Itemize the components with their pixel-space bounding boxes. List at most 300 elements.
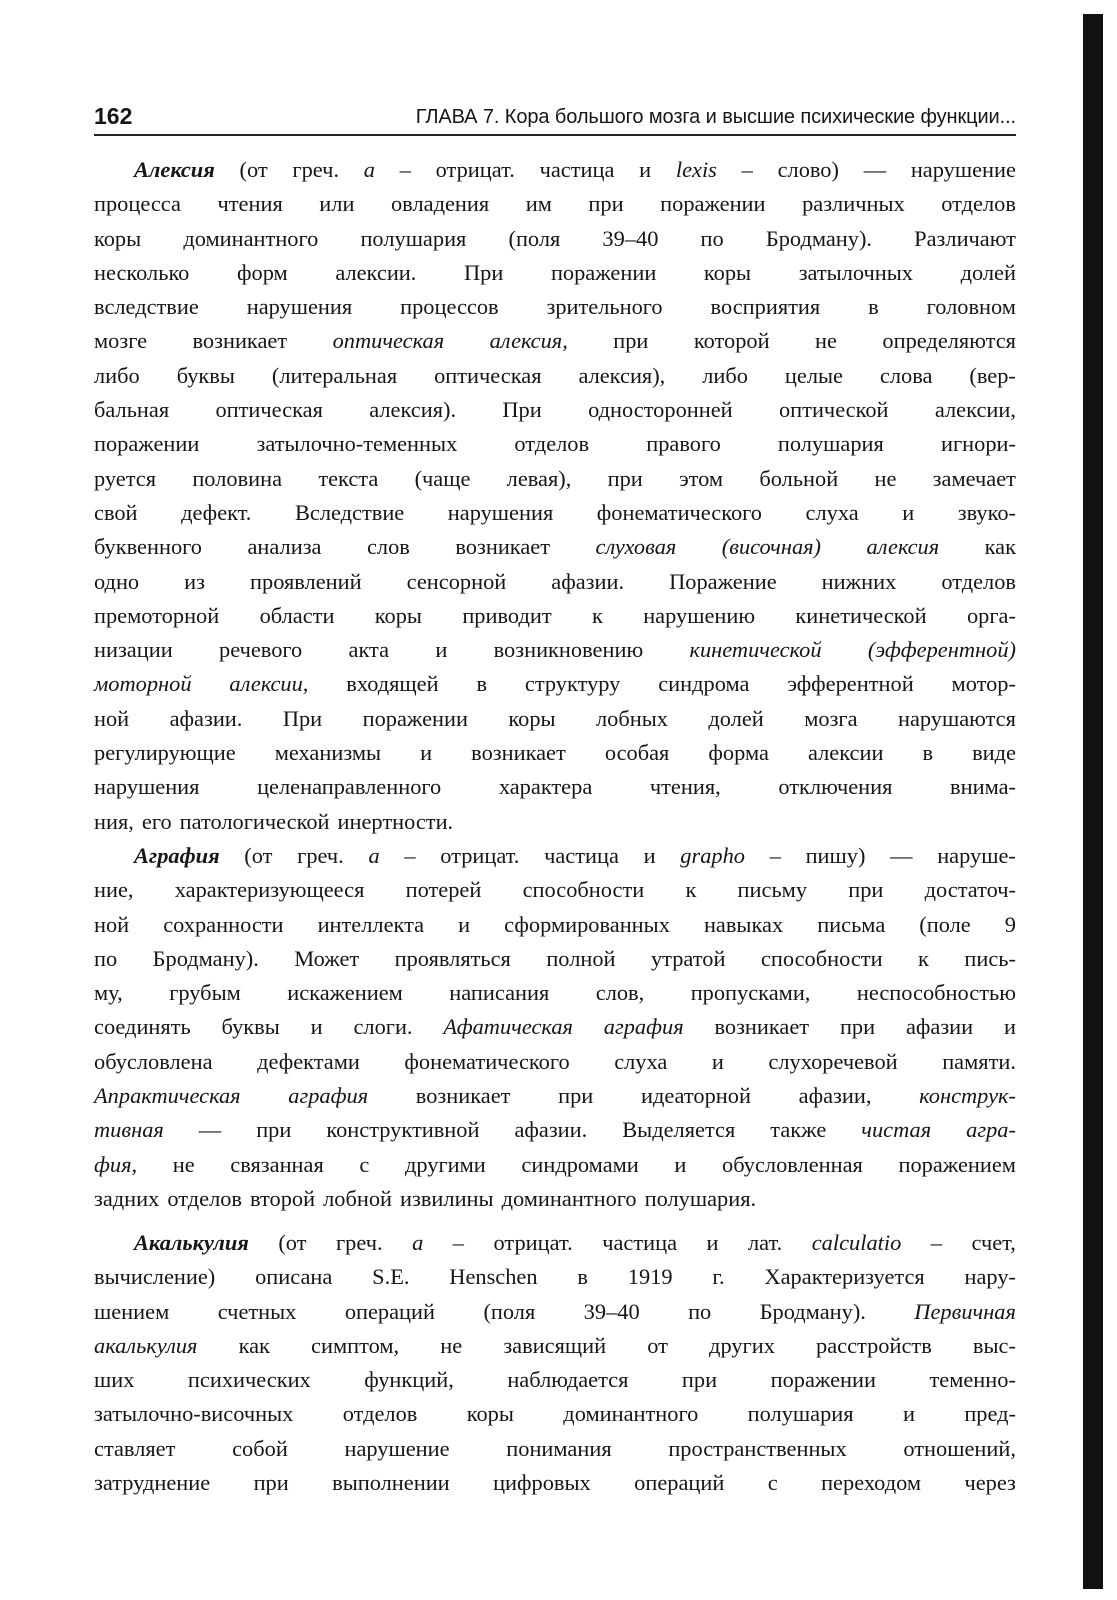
word: при (253, 1469, 289, 1495)
word: премоторной (94, 602, 220, 628)
text-line (94, 153, 1016, 187)
word: нарушения (447, 499, 554, 525)
word: низации (94, 637, 173, 663)
word: не (874, 465, 897, 491)
word: этом (679, 465, 724, 491)
word: входящей (346, 671, 439, 697)
word: наблюдается (507, 1367, 629, 1393)
word: в (868, 294, 879, 320)
word: потерей (405, 877, 482, 903)
italic-word: Первичная (914, 1298, 1016, 1324)
word: механизмы (274, 740, 382, 766)
word: характеризующееся (174, 877, 365, 903)
word: и (458, 911, 471, 937)
word: – (399, 157, 411, 182)
word: Henschen (449, 1264, 538, 1290)
word: афазии, (798, 1083, 872, 1109)
word: регулирующие (94, 740, 236, 766)
word: от (647, 1332, 668, 1358)
word: поражении (770, 1367, 876, 1393)
word: чтения (217, 191, 283, 217)
word: второй (250, 1185, 316, 1211)
word: алексия). (369, 397, 457, 423)
text-line (94, 908, 1016, 942)
word: оптическая (215, 397, 323, 423)
word: к (918, 945, 929, 971)
word: целенаправленного (257, 774, 442, 800)
word: другими (404, 1151, 486, 1177)
page-number: 162 (94, 103, 133, 129)
word: — (198, 1117, 222, 1143)
word: полушария (747, 1401, 854, 1427)
text-line (94, 1329, 1016, 1363)
word: поражении (362, 705, 468, 731)
running-title: ГЛАВА 7. Кора большого мозга и высшие психические функции... (415, 106, 1016, 128)
text-line (94, 1397, 1016, 1431)
word: различных (802, 191, 905, 217)
italic-word: Апрактическая (94, 1083, 241, 1109)
text-line (94, 1113, 1016, 1147)
italic-word: аграфия (603, 1014, 684, 1040)
word: обусловлена (94, 1048, 213, 1074)
italic-word: аграфия (288, 1083, 369, 1109)
word: (от (244, 842, 273, 868)
word: выс- (972, 1332, 1016, 1358)
word: слоги. (353, 1014, 413, 1040)
word: затылочно-теменных (256, 431, 458, 457)
word: орга- (966, 602, 1016, 628)
word: либо (702, 362, 748, 388)
word: письму (737, 877, 808, 903)
word: области (259, 602, 335, 628)
text-line (94, 1432, 1016, 1466)
word: которой (693, 328, 770, 354)
word: при (588, 191, 624, 217)
word: в (922, 740, 934, 766)
word: возникает (471, 740, 566, 766)
word: при (558, 1083, 594, 1109)
italic-word: чистая (861, 1117, 932, 1143)
word: ших (94, 1367, 135, 1393)
word: восприятия (710, 294, 821, 320)
word: процесса (94, 191, 181, 217)
word: S.E. (372, 1264, 410, 1290)
word: чтения, (649, 774, 721, 800)
word: При (502, 397, 542, 423)
word: Вследствие (294, 499, 405, 525)
word: достаточ- (924, 877, 1016, 903)
word: цифровых (493, 1469, 591, 1495)
word: симптом, (311, 1332, 400, 1358)
word: сенсорной (406, 568, 507, 594)
word: полной (546, 945, 616, 971)
word: коры (703, 259, 752, 285)
word: звуко- (957, 499, 1016, 525)
word: вычисление) (94, 1264, 216, 1290)
word: особая (604, 740, 670, 766)
term-heading: Акалькулия (134, 1229, 249, 1255)
italic-word: агра- (966, 1117, 1016, 1143)
word: проявляться (394, 945, 511, 971)
word: также (770, 1117, 827, 1143)
word: 39–40 (583, 1298, 640, 1324)
word: коры (508, 705, 556, 731)
italic-word: (височная) (721, 534, 822, 560)
text-line (94, 736, 1016, 770)
word: с (767, 1469, 778, 1495)
word: буквы (221, 1014, 280, 1040)
word: греч. (335, 1229, 383, 1255)
word: и (706, 1229, 719, 1255)
word: Выделяется (622, 1117, 736, 1143)
word: по (94, 945, 118, 971)
word: не (440, 1332, 463, 1358)
text-line (94, 1226, 1016, 1260)
word: акта (348, 637, 390, 663)
word: счет, (971, 1229, 1016, 1255)
word: отделов (941, 568, 1016, 594)
word: пишу) (805, 842, 866, 868)
word: поражении (550, 259, 657, 285)
word: отрицат. (440, 842, 520, 868)
word: при (681, 1367, 718, 1393)
italic-word: grapho (680, 842, 745, 868)
word: отделов (514, 431, 590, 457)
text-line (94, 839, 1016, 873)
word: форма (708, 740, 769, 766)
word: лобных (596, 705, 668, 731)
word: односторонней (588, 397, 733, 423)
word: пись- (964, 945, 1016, 971)
word: слов, (595, 980, 645, 1006)
word: переходом (821, 1469, 922, 1495)
word: коры (466, 1401, 514, 1427)
word: нижних (821, 568, 897, 594)
word: поражении (660, 191, 766, 217)
word: дефект. (181, 499, 252, 525)
word: коры (374, 602, 422, 628)
word: замечает (932, 465, 1016, 491)
italic-word: оптическая (332, 328, 445, 354)
word: 1919 (627, 1264, 673, 1290)
text-line (94, 1045, 1016, 1079)
word: ставляет (94, 1435, 176, 1461)
word: слуха (614, 1048, 668, 1074)
word: написания (449, 980, 550, 1006)
word: Различают (914, 225, 1016, 251)
text-line (94, 702, 1016, 736)
word: доминантного (183, 225, 319, 251)
italic-word: Афатическая (443, 1014, 573, 1040)
word: половина (192, 465, 283, 491)
word: афазии. (169, 705, 243, 731)
word: целые (784, 362, 843, 388)
italic-word: фия, (94, 1151, 138, 1177)
word: отношений, (903, 1435, 1016, 1461)
word: греч. (292, 157, 340, 182)
word: и (711, 1048, 724, 1074)
word: приводит (462, 602, 552, 628)
word: несколько (94, 259, 190, 285)
word: г. (712, 1264, 725, 1290)
word: больной (759, 465, 839, 491)
word: по (700, 225, 724, 251)
word: отрицат. (493, 1229, 573, 1255)
word: полушария (777, 431, 884, 457)
word: сохранности (163, 911, 284, 937)
word: и (902, 499, 915, 525)
text-line (94, 633, 1016, 667)
word: понимания (506, 1435, 612, 1461)
word: при (256, 1117, 292, 1143)
word: поражением (898, 1151, 1016, 1177)
word: памяти. (942, 1048, 1016, 1074)
word: полушария. (644, 1185, 757, 1211)
italic-word: конструк- (919, 1083, 1016, 1109)
word: — (890, 842, 913, 868)
word: нарушение (910, 157, 1016, 182)
italic-word: алексия (866, 534, 940, 560)
text-line (94, 290, 1016, 324)
word: текста (318, 465, 379, 491)
text-line (94, 256, 1016, 290)
word: – (930, 1229, 942, 1255)
word: способности (760, 945, 883, 971)
word: коры (94, 225, 142, 251)
text-line (94, 942, 1016, 976)
word: сформированных (504, 911, 670, 937)
text-line (94, 427, 1016, 461)
word: ной (94, 911, 130, 937)
word: как (984, 534, 1016, 560)
italic-word: слуховая (595, 534, 677, 560)
word: к (591, 602, 603, 628)
word: затруднение (94, 1469, 211, 1495)
italic-word: (эфферентной) (867, 637, 1016, 663)
word: Поражение (669, 568, 777, 594)
word: свой (94, 499, 138, 525)
word: ние, (94, 877, 134, 903)
word: виде (972, 740, 1016, 766)
word: эфферентной (787, 671, 914, 697)
word: задних (94, 1185, 160, 1211)
word: психических (187, 1367, 311, 1393)
text-line (94, 1295, 1016, 1329)
word: теменно- (929, 1367, 1016, 1393)
word: затылочно-височных (94, 1401, 294, 1427)
word: и (639, 157, 652, 182)
word: внима- (950, 774, 1016, 800)
word: частица (544, 842, 619, 868)
text-line (94, 873, 1016, 907)
italic-word: a (412, 1229, 424, 1255)
italic-word: тивная (94, 1117, 164, 1143)
word: нарушения (246, 294, 353, 320)
word: — (863, 157, 887, 182)
word: долей (960, 259, 1016, 285)
word: через (964, 1469, 1016, 1495)
word: затылочных (798, 259, 913, 285)
word: мозге (94, 328, 148, 354)
word: овладения (390, 191, 490, 217)
word: патологической (179, 808, 330, 834)
word: пространственных (668, 1435, 847, 1461)
word: – (741, 157, 753, 182)
word: анализа (247, 534, 322, 560)
word: алексия), (578, 362, 666, 388)
word: При (463, 259, 504, 285)
word: операций (634, 1469, 725, 1495)
word: (вер- (969, 362, 1016, 388)
word: Может (294, 945, 360, 971)
term-heading: Аграфия (134, 842, 220, 868)
word: при (607, 465, 643, 491)
word: к (685, 877, 697, 903)
word: и (420, 740, 433, 766)
word: вследствие (94, 294, 199, 320)
italic-word: алексии, (229, 671, 309, 697)
word: руется (94, 465, 157, 491)
word: и (435, 637, 448, 663)
word: речевого (219, 637, 303, 663)
word: искажением (287, 980, 403, 1006)
word: мотор- (951, 671, 1016, 697)
text-line (94, 462, 1016, 496)
word: слов (366, 534, 410, 560)
word: правого (646, 431, 721, 457)
word: (от (278, 1229, 307, 1255)
text-line (94, 599, 1016, 633)
text-line (94, 976, 1016, 1010)
word: одно (94, 568, 140, 594)
word: дефектами (257, 1048, 360, 1074)
word: при (848, 877, 884, 903)
word: (поля (483, 1298, 536, 1324)
word: форм (236, 259, 288, 285)
italic-word: calculatio (811, 1229, 902, 1255)
word: синдромами (521, 1151, 639, 1177)
word: игнори- (940, 431, 1016, 457)
word: (чаще (414, 465, 471, 491)
word: доминантного (501, 1185, 637, 1211)
word: оптическая (434, 362, 542, 388)
word: или (319, 191, 355, 217)
italic-word: моторной (94, 671, 192, 697)
word: возникает (455, 534, 550, 560)
word: интеллекта (317, 911, 425, 937)
word: и (674, 1151, 687, 1177)
italic-word: кинетической (689, 637, 822, 663)
term-heading: Алексия (134, 157, 215, 182)
word: оптической (778, 397, 889, 423)
word: слова (879, 362, 933, 388)
word: нарушаются (897, 705, 1016, 731)
text-line (94, 496, 1016, 530)
text-line (94, 1466, 1016, 1500)
word: При (282, 705, 323, 731)
text-line (94, 1148, 1016, 1182)
text-line (94, 565, 1016, 599)
word: лат. (748, 1229, 783, 1255)
text-line (94, 222, 1016, 256)
word: операций (344, 1298, 436, 1324)
word: извилины (400, 1185, 494, 1211)
word: процессов (400, 294, 499, 320)
word: не (815, 328, 837, 354)
word: идеаторной (640, 1083, 751, 1109)
word: афазии (905, 1014, 974, 1040)
word: бальная (94, 397, 170, 423)
word: нарушения (94, 774, 200, 800)
word: (поля (508, 225, 561, 251)
word: собой (232, 1435, 288, 1461)
word: (от (239, 157, 268, 182)
italic-word: a (368, 842, 380, 868)
word: навыках (703, 911, 784, 937)
word: связанная (230, 1151, 324, 1177)
word: Бродману). (765, 225, 873, 251)
word: (поле (919, 911, 971, 937)
word: возникает (192, 328, 288, 354)
word: отделов (342, 1401, 418, 1427)
word: слуха (805, 499, 859, 525)
word: пред- (964, 1401, 1016, 1427)
word: обусловленная (722, 1151, 863, 1177)
word: структуру (524, 671, 621, 697)
word: – (404, 842, 416, 868)
word: долей (708, 705, 764, 731)
word: афазии. (551, 568, 625, 594)
word: левая), (506, 465, 572, 491)
word: выполнении (332, 1469, 450, 1495)
word: лобной (323, 1185, 393, 1211)
word: Характеризуется (764, 1264, 925, 1290)
text-line (94, 805, 1016, 839)
text-line (94, 1010, 1016, 1044)
italic-word: lexis (675, 157, 717, 182)
word: доминантного (563, 1401, 699, 1427)
word: буквы (176, 362, 235, 388)
word: отделов (167, 1185, 243, 1211)
word: возникает (415, 1083, 511, 1109)
word: нару- (964, 1264, 1016, 1290)
word: описана (255, 1264, 333, 1290)
word: 9 (1004, 911, 1016, 937)
word: наруше- (937, 842, 1016, 868)
word: утратой (650, 945, 726, 971)
word: поражении (94, 431, 200, 457)
word: счетных (217, 1298, 297, 1324)
word: им (525, 191, 552, 217)
word: зрительного (546, 294, 663, 320)
word: нарушению (643, 602, 756, 628)
word: му, (94, 980, 123, 1006)
word: в (577, 1264, 588, 1290)
word: (литеральная (271, 362, 398, 388)
word: головном (926, 294, 1016, 320)
text-line (94, 1182, 1016, 1216)
word: проявлений (250, 568, 362, 594)
word: письма (817, 911, 886, 937)
word: шением (94, 1298, 170, 1324)
word: 39–40 (602, 225, 659, 251)
text-line (94, 1363, 1016, 1397)
word: частица (602, 1229, 678, 1255)
italic-word: акалькулия (94, 1332, 198, 1358)
word: в (476, 671, 488, 697)
word: других (709, 1332, 775, 1358)
text-line (94, 187, 1016, 221)
